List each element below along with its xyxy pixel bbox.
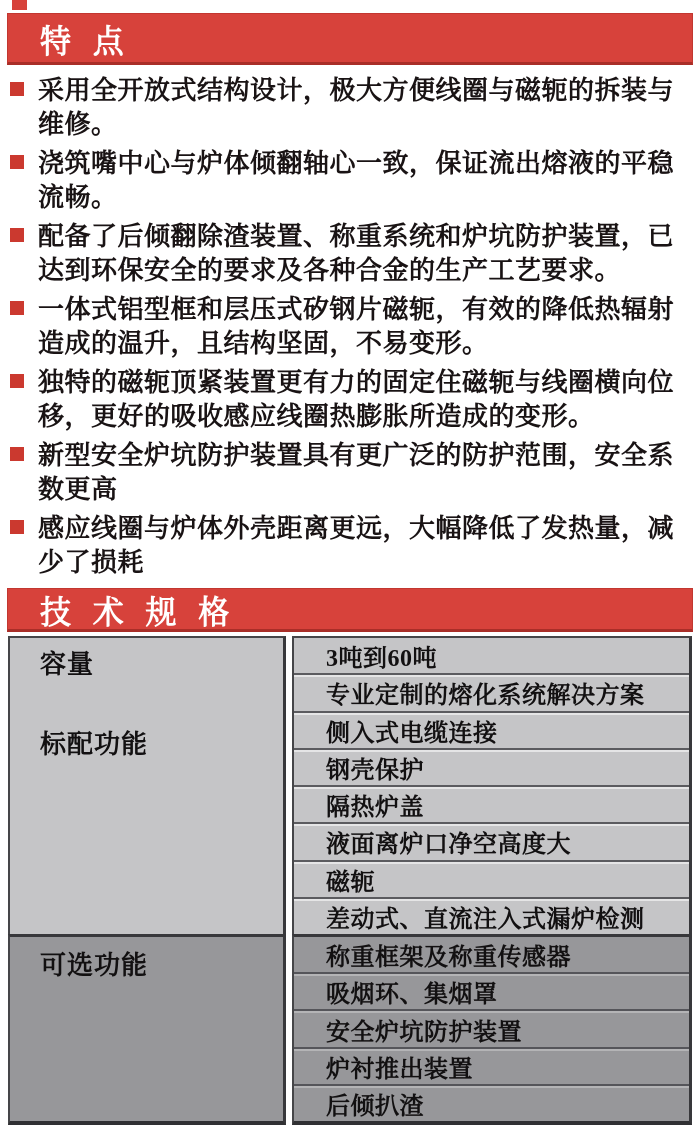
specs-value-column	[292, 636, 692, 1125]
spec-row: 安全炉坑防护装置	[294, 1009, 689, 1046]
spec-row: 专业定制的熔化系统解决方案	[294, 673, 689, 710]
optional-label-cell	[8, 934, 286, 1125]
feature-item	[10, 293, 692, 361]
capacity-label: 容量	[40, 650, 95, 679]
feature-text: 感应线圈与炉体外壳距离更远，大幅降低了发热量，减少了损耗	[38, 514, 675, 577]
square-bullet-icon	[10, 447, 24, 461]
optional-features-label: 可选功能	[40, 951, 149, 980]
feature-item	[10, 74, 692, 142]
standard-features-label: 标配功能	[40, 730, 149, 759]
spec-row: 隔热炉盖	[294, 785, 689, 822]
spec-row: 液面离炉口净空高度大	[294, 822, 689, 859]
features-header-bar	[7, 13, 693, 65]
feature-text: 采用全开放式结构设计，极大方便线圈与磁轭的拆装与维修。	[38, 76, 675, 139]
optional-rows-section	[292, 934, 692, 1125]
standard-rows-section	[292, 636, 692, 934]
spec-row: 吸烟环、集烟罩	[294, 972, 689, 1009]
spec-row: 炉衬推出装置	[294, 1047, 689, 1084]
square-bullet-icon	[10, 82, 24, 96]
square-bullet-icon	[10, 228, 24, 242]
spec-row: 侧入式电缆连接	[294, 711, 689, 748]
square-bullet-icon	[10, 520, 24, 534]
feature-text: 独特的磁轭顶紧装置更有力的固定住磁轭与线圈横向位移，更好的吸收感应线圈热膨胀所造成的变形。	[38, 368, 675, 431]
feature-text: 一体式铝型框和层压式矽钢片磁轭，有效的降低热辐射造成的温升，且结构坚固，不易变形。	[38, 295, 675, 358]
feature-item	[10, 147, 692, 215]
page-corner-tab	[12, 0, 27, 10]
spec-row: 后倾扒渣	[294, 1084, 689, 1121]
standard-label-cell	[8, 636, 286, 934]
spec-row: 3吨到60吨	[326, 646, 437, 673]
square-bullet-icon	[10, 301, 24, 315]
spec-row: 磁轭	[294, 860, 689, 897]
feature-item	[10, 366, 692, 434]
spec-row: 差动式、直流注入式漏炉检测	[294, 897, 689, 934]
features-list	[10, 74, 692, 585]
feature-item	[10, 439, 692, 507]
spec-row: 钢壳保护	[294, 748, 689, 785]
square-bullet-icon	[10, 155, 24, 169]
feature-text: 配备了后倾翻除渣装置、称重系统和炉坑防护装置，已达到环保安全的要求及各种合金的生产工艺要求。	[38, 222, 675, 285]
square-bullet-icon	[10, 374, 24, 388]
specs-header-bar	[7, 588, 693, 632]
specs-label-column	[8, 636, 286, 1125]
spec-row: 称重框架及称重传感器	[326, 945, 571, 972]
specs-title: 技 术 规 格	[40, 593, 237, 631]
feature-item	[10, 512, 692, 580]
features-title: 特 点	[40, 22, 131, 60]
specs-table	[8, 636, 692, 1125]
feature-text: 新型安全炉坑防护装置具有更广泛的防护范围，安全系数更高	[38, 441, 675, 504]
feature-text: 浇筑嘴中心与炉体倾翻轴心一致，保证流出熔液的平稳流畅。	[38, 149, 675, 212]
feature-item	[10, 220, 692, 288]
